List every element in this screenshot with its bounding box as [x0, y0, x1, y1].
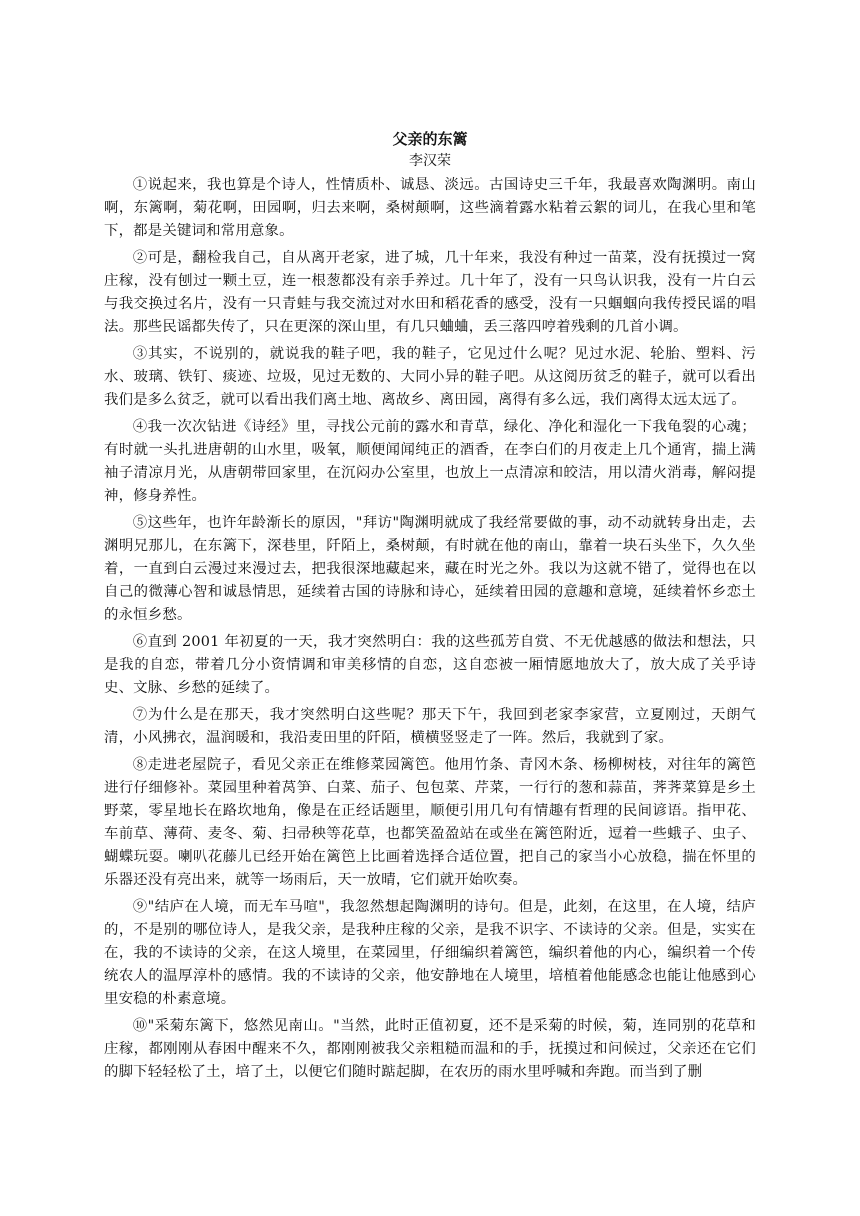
paragraph-6: ⑥直到 2001 年初夏的一天，我才突然明白：我的这些孤芳自赏、不无优越感的做法和想法，只是我的自恋，带着几分小资情调和审美移情的自恋，这自恋被一厢情愿地放大了，放大成了关乎诗史、文脉、乡愁的延续了。	[104, 634, 756, 696]
paragraph-4: ④我一次次钻进《诗经》里，寻找公元前的露水和青草，绿化、净化和湿化一下我龟裂的心魂；有时就一头扎进唐朝的山水里，吸氧，顺便闻闻纯正的酒香，在李白们的月夜走上几个通宵，揣上满袖子清凉月光，从唐朝带回家里，在沉闷办公室里，也放上一点清凉和皎洁，用以清火消毒，解闷提神，修身养性。	[104, 419, 756, 504]
paragraph-9: ⑨"结庐在人境，而无车马喧"，我忽然想起陶渊明的诗句。但是，此刻，在这里，在人境，结庐的，不是别的哪位诗人，是我父亲，是我种庄稼的父亲，是我不识字、不读诗的父亲。但是，实实在在，我的不读诗的父亲，在这人境里，在菜园里，仔细编织着篱笆，编织着他的内心，编织着一个传统农人的温厚淳朴的感情。我的不读诗的父亲，他安静地在人境里，培植着他能感念也能让他感到心里安稳的朴素意境。	[104, 899, 756, 1007]
paragraph-8: ⑧走进老屋院子，看见父亲正在维修菜园篱笆。他用竹条、青冈木条、杨柳树枝，对往年的篱笆进行仔细修补。菜园里种着莴笋、白菜、茄子、包包菜、芹菜，一行行的葱和蒜苗，荠荠菜算是乡土野菜，零星地长在路坎地角，像是在正经话题里，顺便引用几句有情趣有哲理的民间谚语。指甲花、车前草、薄荷、麦冬、菊、扫帚秧等花草，也都笑盈盈站在或坐在篱笆附近，逗着一些蛾子、虫子、蝴蝶玩耍。喇叭花藤儿已经开始在篱笆上比画着选择合适位置，把自己的家当小心放稳，揣在怀里的乐器还没有亮出来，就等一场雨后，天一放晴，它们就开始吹奏。	[104, 757, 756, 888]
article-title: 父亲的东篱	[392, 130, 468, 148]
paragraph-10: ⑩"采菊东篱下，悠然见南山。"当然，此时正值初夏，还不是采菊的时候，菊，连同别的花草和庄稼，都刚刚从春困中醒来不久，都刚刚被我父亲粗糙而温和的手，抚摸过和问候过，父亲还在它们的脚下轻轻松了土，培了土，以便它们随时踮起脚，在农历的雨水里呼喊和奔跑。而当到了删	[104, 1018, 756, 1080]
paragraph-5: ⑤这些年，也许年龄渐长的原因，"拜访"陶渊明就成了我经常要做的事，动不动就转身出走，去渊明兄那儿，在东篱下，深巷里，阡陌上，桑树颠，有时就在他的南山，靠着一块石头坐下，久久坐着，一直到白云漫过来漫过去，把我很深地藏起来，藏在时光之外。我以为这就不错了，觉得也在以自己的微薄心智和诚恳情思，延续着古国的诗脉和诗心，延续着田园的意趣和意境，延续着怀乡恋土的永恒乡愁。	[104, 515, 756, 623]
paragraph-2: ②可是，翻检我自己，自从离开老家，进了城，几十年来，我没有种过一苗菜，没有抚摸过一窝庄稼，没有刨过一颗土豆，连一根葱都没有亲手养过。几十年了，没有一只鸟认识我，没有一片白云与我交换过名片，没有一只青蛙与我交流过对水田和稻花香的感受，没有一只蝈蝈向我传授民谣的唱法。那些民谣都失传了，只在更深的深山里，有几只蛐蛐，丢三落四哼着残剩的几首小调。	[104, 250, 756, 335]
article-author: 李汉荣	[409, 153, 451, 169]
paragraph-3: ③其实，不说别的，就说我的鞋子吧，我的鞋子，它见过什么呢？见过水泥、轮胎、塑料、污水、玻璃、铁钉、痰迹、垃圾，见过无数的、大同小异的鞋子吧。从这阅历贫乏的鞋子，就可以看出我们是多么贫乏，就可以看出我们离土地、离故乡、离田园，离得有多么远，我们离得太远太远了。	[104, 346, 756, 408]
paragraph-1: ①说起来，我也算是个诗人，性情质朴、诚恳、淡远。古国诗史三千年，我最喜欢陶渊明。南山啊，东篱啊，菊花啊，田园啊，归去来啊，桑树颠啊，这些滴着露水粘着云絮的词儿，在我心里和笔下，都是关键词和常用意象。	[104, 177, 756, 239]
paragraph-7: ⑦为什么是在那天，我才突然明白这些呢？那天下午，我回到老家李家营，立夏刚过，天朗气清，小风拂衣，温润暖和，我沿麦田里的阡陌，横横竖竖走了一阵。然后，我就到了家。	[104, 707, 756, 746]
